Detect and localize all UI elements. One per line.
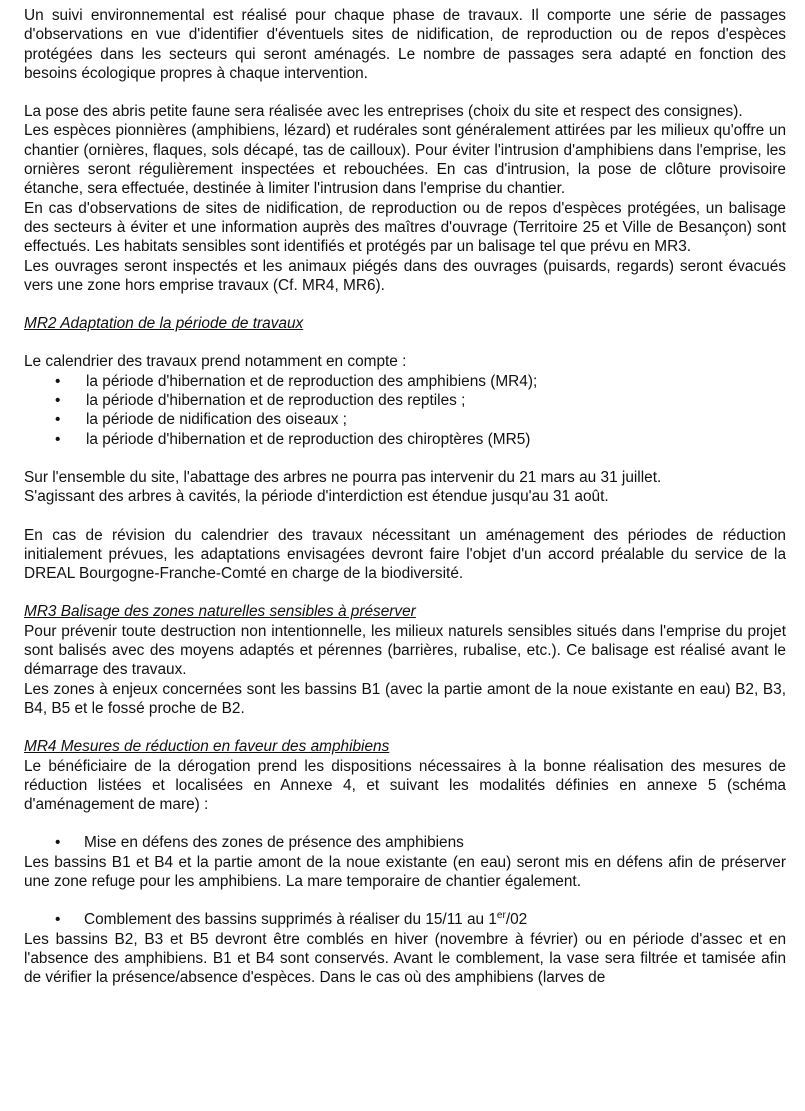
- mr4-bullet-comblement-suffix: /02: [505, 911, 528, 929]
- mr4-intro: Le bénéficiaire de la dérogation prend les dispositions nécessaires à la bonne réalisation des mesures de réduction listées et localisées en Annexe 4, et suivant les modalités définies en annexe 5 (schéma d'aménagement de mare) :: [24, 757, 786, 814]
- mr4-bullet-comblement-sup: er: [496, 910, 506, 922]
- intro-paragraph-4: En cas d'observations de sites de nidification, de reproduction ou de repos d'espèces protégées, un balisage des secteurs à éviter et une information auprès des maîtres d'ouvrage (Territoire 25 et Ville de Besançon) sont effectués. Les habitats sensibles sont identifiés et protégés par un balisage tel que prévu en MR3.: [24, 199, 786, 256]
- section-heading-mr4: MR4 Mesures de réduction en faveur des amphibiens: [24, 738, 390, 756]
- document-page: [24, 6, 786, 987]
- section-heading-mr3: MR3 Balisage des zones naturelles sensibles à préserver: [24, 603, 416, 621]
- intro-paragraph-3: Les espèces pionnières (amphibiens, lézard) et rudérales sont généralement attirées par les milieux qu'offre un chantier (ornières, flaques, sols décapé, tas de cailloux). Pour éviter l'intrusion d'amphibiens dans l'emprise, les ornières seront régulièrement inspectées et rebouchées. En cas d'intrusion, la pose de clôture provisoire étanche, sera effectuée, destinée à limiter l'intrusion dans l'emprise du chantier.: [24, 122, 786, 198]
- mr3-paragraph-2: Les zones à enjeux concernées sont les bassins B1 (avec la partie amont de la noue existante en eau) B2, B3, B4, B5 et le fossé proche de B2.: [24, 680, 786, 717]
- list-item: • la période d'hibernation et de reproduction des reptiles ;: [24, 391, 786, 410]
- intro-paragraph-2: La pose des abris petite faune sera réalisée avec les entreprises (choix du site et respect des consignes).: [24, 103, 743, 121]
- mr4-bullet-defens-text: Les bassins B1 et B4 et la partie amont de la noue existante (en eau) seront mis en défens afin de préserver une zone refuge pour les amphibiens. La mare temporaire de chantier également.: [24, 853, 786, 890]
- list-item: • la période d'hibernation et de reproduction des amphibiens (MR4);: [24, 372, 786, 391]
- list-item: • la période de nidification des oiseaux ;: [24, 410, 786, 429]
- mr2-intro: Le calendrier des travaux prend notamment en compte :: [24, 353, 407, 371]
- mr4-bullet-defens: • Mise en défens des zones de présence des amphibiens: [24, 833, 786, 852]
- intro-paragraph-1: Un suivi environnemental est réalisé pour chaque phase de travaux. Il comporte une série de passages d'observations en vue d'identifier d'éventuels sites de nidification, de reproduction ou de repos d'espèces protégées dans les secteurs qui seront aménagés. Le nombre de passages sera adapté en fonction des besoins écologique propres à chaque intervention.: [24, 7, 786, 82]
- mr2-revision-paragraph: En cas de révision du calendrier des travaux nécessitant un aménagement des périodes de réduction initialement prévues, les adaptations envisagées devront faire l'objet d'un accord préalable du service de la DREAL Bourgogne-Franche-Comté en charge de la biodiversité.: [24, 526, 786, 583]
- mr2-felling-line-2: S'agissant des arbres à cavités, la période d'interdiction est étendue jusqu'au 31 août.: [24, 488, 609, 506]
- section-heading-mr2: MR2 Adaptation de la période de travaux: [24, 315, 304, 333]
- mr4-bullet-comblement-prefix: Comblement des bassins supprimés à réaliser du 15/11 au 1: [84, 911, 497, 929]
- list-item: • la période d'hibernation et de reproduction des chiroptères (MR5): [24, 430, 786, 449]
- mr4-bullet-comblement-text: Les bassins B2, B3 et B5 devront être comblés en hiver (novembre à février) ou en période d'assec et en l'absence des amphibiens. B1 et B4 sont conservés. Avant le comblement, la vase sera filtrée et tamisée afin de vérifier la présence/absence d'espèces. Dans le cas où des amphibiens (larves de: [24, 930, 786, 987]
- mr3-paragraph-1: Pour prévenir toute destruction non intentionnelle, les milieux naturels sensibles situés dans l'emprise du projet sont balisés avec des moyens adaptés et pérennes (barrières, rubalise, etc.). Ce balisage est réalisé avant le démarrage des travaux.: [24, 622, 786, 679]
- intro-paragraph-5: Les ouvrages seront inspectés et les animaux piégés dans des ouvrages (puisards, regards) seront évacués vers une zone hors emprise travaux (Cf. MR4, MR6).: [24, 257, 786, 294]
- mr2-felling-line-1: Sur l'ensemble du site, l'abattage des arbres ne pourra pas intervenir du 21 mars au 31 juillet.: [24, 468, 662, 486]
- mr4-bullet-comblement: [24, 910, 786, 929]
- mr2-bullet-list: [24, 372, 786, 449]
